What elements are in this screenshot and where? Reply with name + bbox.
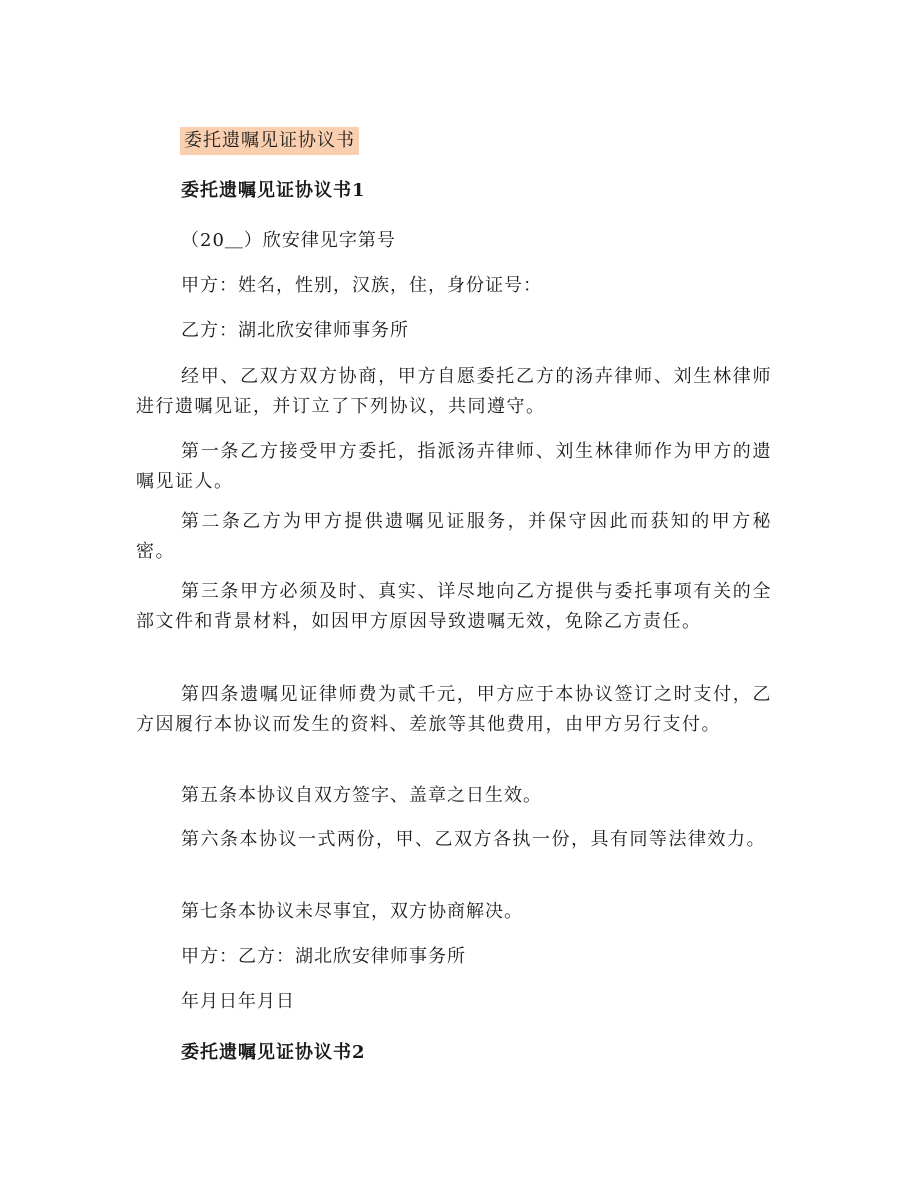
article-5: 第五条本协议自双方签字、盖章之日生效。 [181, 785, 542, 806]
document-title: 委托遗嘱见证协议书 [180, 127, 359, 155]
article-3: 第三条甲方必须及时、真实、详尽地向乙方提供与委托事项有关的全部文件和背景材料，如因甲方原因导致遗嘱无效，免除乙方责任。 [136, 581, 772, 632]
section-2-heading: 委托遗嘱见证协议书2 [181, 1042, 366, 1063]
document-number: （20＿）欣安律见字第号 [181, 230, 396, 251]
date-line: 年月日年月日 [181, 991, 295, 1012]
article-2: 第二条乙方为甲方提供遗嘱见证服务，并保守因此而获知的甲方秘密。 [136, 511, 772, 562]
party-b-info: 乙方：湖北欣安律师事务所 [181, 320, 409, 341]
signature-line: 甲方：乙方：湖北欣安律师事务所 [181, 946, 466, 967]
article-6: 第六条本协议一式两份，甲、乙双方各执一份，具有同等法律效力。 [181, 829, 766, 850]
article-4: 第四条遗嘱见证律师费为贰千元，甲方应于本协议签订之时支付，乙方因履行本协议而发生的资料、差旅等其他费用，由甲方另行支付。 [136, 684, 772, 735]
intro-paragraph: 经甲、乙双方双方协商，甲方自愿委托乙方的汤卉律师、刘生林律师进行遗嘱见证，并订立了下列协议，共同遵守。 [136, 366, 772, 417]
article-7: 第七条本协议未尽事宜，双方协商解决。 [181, 901, 523, 922]
article-1: 第一条乙方接受甲方委托，指派汤卉律师、刘生林律师作为甲方的遗嘱见证人。 [136, 441, 772, 492]
party-a-info: 甲方：姓名，性别，汉族，住，身份证号： [181, 275, 542, 296]
section-1-heading: 委托遗嘱见证协议书1 [181, 180, 366, 201]
